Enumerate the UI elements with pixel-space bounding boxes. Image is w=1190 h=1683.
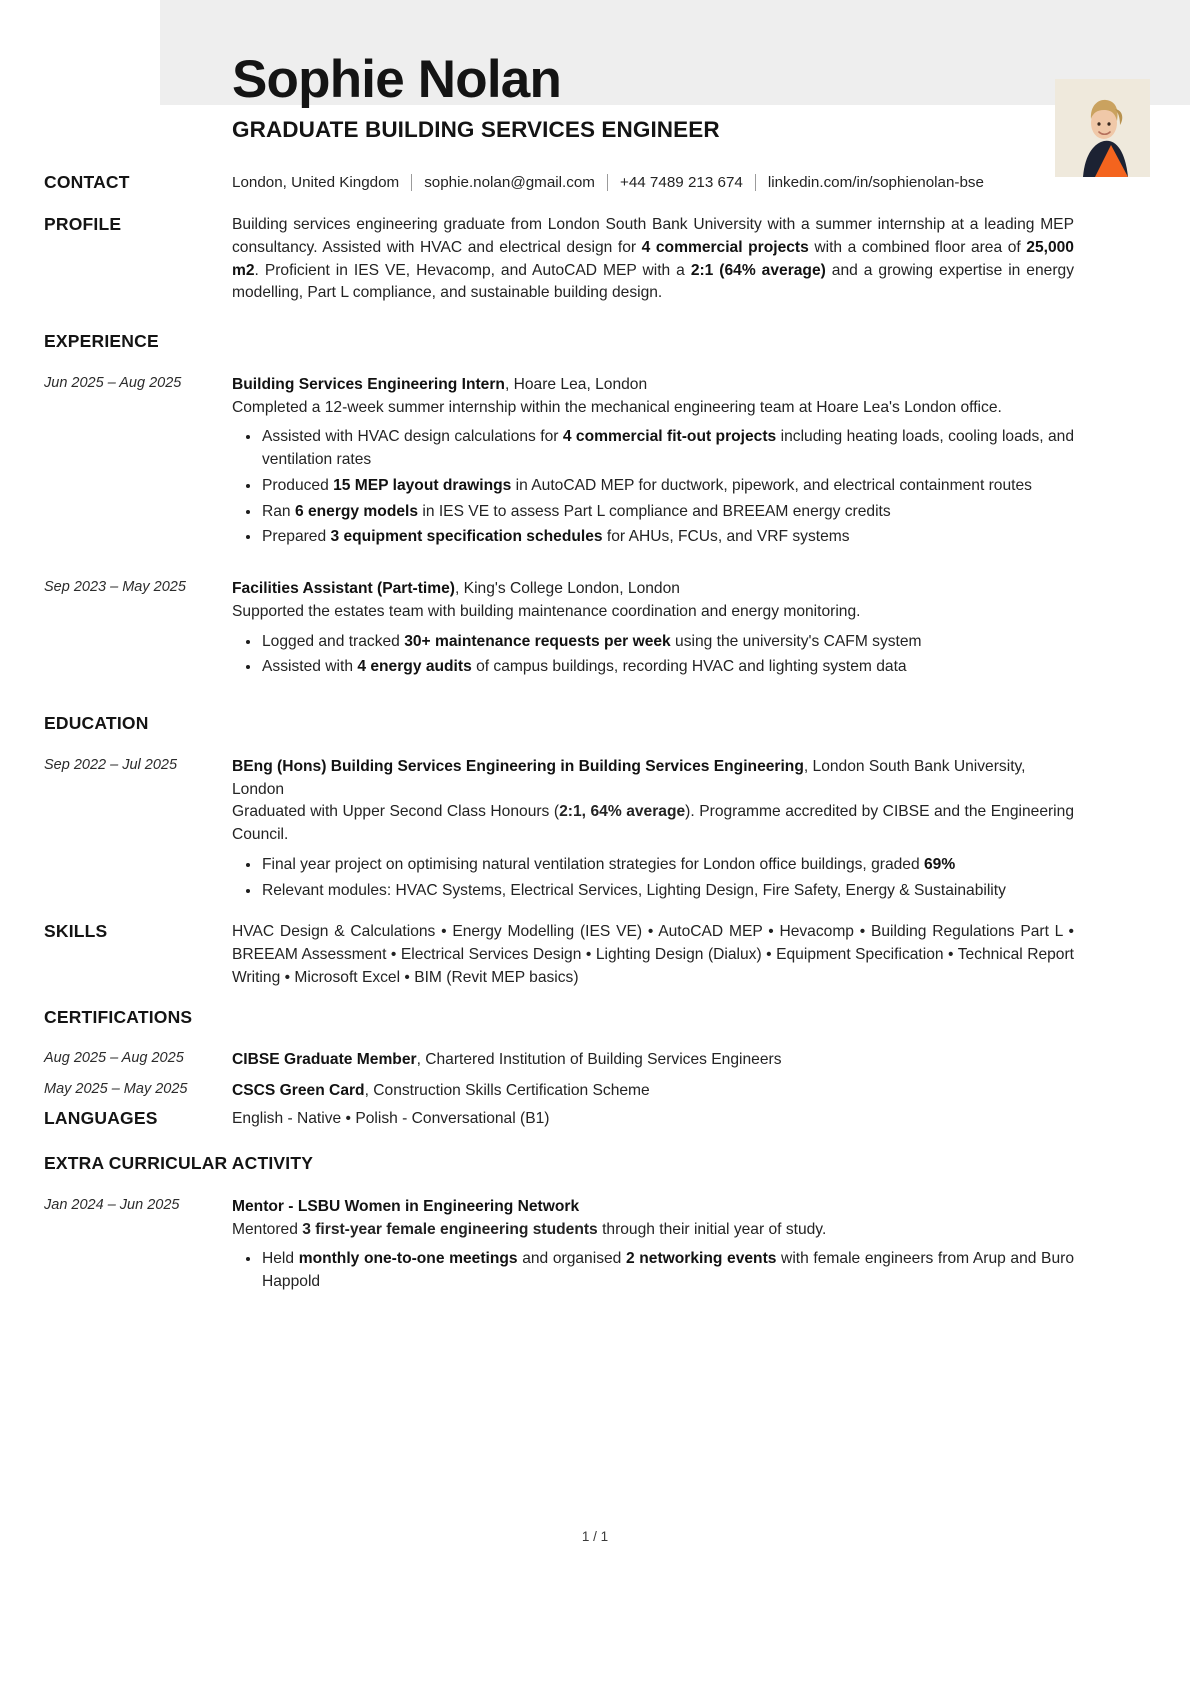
extra-curricular-heading: EXTRA CURRICULAR ACTIVITY: [44, 1153, 314, 1173]
list-item: Assisted with 4 energy audits of campus buildings, recording HVAC and lighting system data: [262, 656, 1074, 679]
profile-photo-illustration: [1055, 79, 1150, 177]
certification-entry-date: Aug 2025 – Aug 2025: [44, 1050, 184, 1066]
contact-linkedin[interactable]: linkedin.com/in/sophienolan-bse: [767, 174, 984, 191]
experience-entry-title: Building Services Engineering Intern, Hoare Lea, London: [232, 376, 648, 393]
experience-entry-summary: Completed a 12-week summer internship within the mechanical engineering team at Hoare Lea's London office.: [232, 398, 1002, 416]
certification-entry: [44, 1080, 1074, 1103]
certification-entry-date: May 2025 – May 2025: [44, 1080, 188, 1097]
certification-entry-title: CSCS Green Card, Construction Skills Certification Scheme: [232, 1081, 650, 1099]
contact-divider: [607, 174, 608, 191]
contact-phone[interactable]: +44 7489 213 674: [619, 174, 743, 191]
candidate-name: Sophie Nolan: [232, 50, 562, 109]
list-item: Produced 15 MEP layout drawings in AutoCAD MEP for ductwork, pipework, and electrical containment routes: [262, 475, 1074, 498]
experience-entry-date: Jun 2025 – Aug 2025: [44, 375, 182, 391]
certification-entry: [44, 1049, 1074, 1072]
experience-entry-bullets: [232, 631, 1074, 680]
languages-list: English - Native • Polish - Conversational (B1): [232, 1110, 550, 1127]
profile-summary: Building services engineering graduate from London South Bank University with a summer internship at a leading MEP consultancy. Assisted with HVAC and electrical design for 4 commercial projects with a combined floor area of 25,000 m2. Proficient in IES VE, Hevacomp, and AutoCAD MEP with a 2:1 (64% average) and a growing expertise in energy modelling, Part L compliance, and sustainable building design.: [232, 216, 1074, 302]
extra-curricular-entry: [44, 1196, 1074, 1297]
list-item: Held monthly one-to-one meetings and organised 2 networking events with female engineers from Arup and Buro Happold: [262, 1248, 1074, 1294]
experience-entry: [44, 374, 1074, 552]
extra-curricular-entry-summary: Mentored 3 first-year female engineering students through their initial year of study.: [232, 1220, 827, 1238]
education-entry-date: Sep 2022 – Jul 2025: [44, 757, 178, 773]
extra-curricular-entry-date: Jan 2024 – Jun 2025: [44, 1197, 180, 1213]
contact-divider: [755, 174, 756, 191]
experience-heading: EXPERIENCE: [44, 331, 159, 351]
experience-entry-summary: Supported the estates team with building maintenance coordination and energy monitoring.: [232, 602, 861, 620]
education-entry-title: BEng (Hons) Building Services Engineering in Building Services Engineering, London South Bank University, London: [232, 758, 1026, 798]
section-certifications: [44, 1007, 1074, 1102]
header-block: [232, 52, 972, 143]
profile-photo: [1055, 79, 1150, 177]
certifications-heading: CERTIFICATIONS: [44, 1007, 193, 1027]
contact-location: London, United Kingdom: [232, 174, 400, 191]
experience-entry-title: Facilities Assistant (Part-time), King's College London, London: [232, 580, 680, 598]
list-item: Prepared 3 equipment specification schedules for AHUs, FCUs, and VRF systems: [262, 526, 1074, 549]
page-indicator: 1 / 1: [581, 1529, 609, 1544]
list-item: Assisted with HVAC design calculations for 4 commercial fit-out projects including heating loads, cooling loads, and ventilation rates: [262, 426, 1074, 472]
section-profile: [44, 214, 1074, 305]
education-entry-summary: Graduated with Upper Second Class Honours (2:1, 64% average). Programme accredited by CIBSE and the Engineering Council.: [232, 803, 1074, 843]
candidate-job-title: GRADUATE BUILDING SERVICES ENGINEER: [232, 117, 720, 143]
list-item: Final year project on optimising natural ventilation strategies for London office buildings, graded 69%: [262, 854, 1074, 877]
skills-list: HVAC Design & Calculations • Energy Modelling (IES VE) • AutoCAD MEP • Hevacomp • Building Regulations Part L • BREEAM Assessment • Electrical Services Design • Lighting Design (Dialux) • Equipment Specification • Technical Report Writing • Microsoft Excel • BIM (Revit MEP basics): [232, 923, 1074, 986]
languages-label: LANGUAGES: [44, 1108, 158, 1128]
profile-label: PROFILE: [44, 214, 122, 234]
contact-email[interactable]: sophie.nolan@gmail.com: [424, 174, 595, 191]
extra-curricular-entry-title: Mentor - LSBU Women in Engineering Network: [232, 1198, 580, 1215]
education-entry-bullets: [232, 854, 1074, 903]
experience-entry: [44, 578, 1074, 682]
contact-divider: [411, 174, 412, 191]
education-entry: [44, 756, 1074, 905]
experience-entry-bullets: [232, 426, 1074, 549]
section-languages: [44, 1108, 1074, 1131]
extra-curricular-entry-bullets: [232, 1248, 1074, 1294]
list-item: Logged and tracked 30+ maintenance requests per week using the university's CAFM system: [262, 631, 1074, 654]
education-heading: EDUCATION: [44, 713, 149, 733]
experience-entry-date: Sep 2023 – May 2025: [44, 579, 186, 596]
section-education: [44, 713, 1074, 905]
contact-details: [232, 172, 1074, 193]
section-experience: [44, 331, 1074, 682]
contact-label: CONTACT: [44, 172, 130, 192]
section-skills: [44, 921, 1074, 989]
section-extra-curricular: [44, 1153, 1074, 1297]
section-contact: [44, 172, 1074, 193]
list-item: Relevant modules: HVAC Systems, Electrical Services, Lighting Design, Fire Safety, Energy & Sustainability: [262, 880, 1074, 903]
list-item: Ran 6 energy models in IES VE to assess Part L compliance and BREEAM energy credits: [262, 501, 1074, 524]
skills-label: SKILLS: [44, 921, 108, 941]
certification-entry-title: CIBSE Graduate Member, Chartered Institution of Building Services Engineers: [232, 1051, 782, 1068]
